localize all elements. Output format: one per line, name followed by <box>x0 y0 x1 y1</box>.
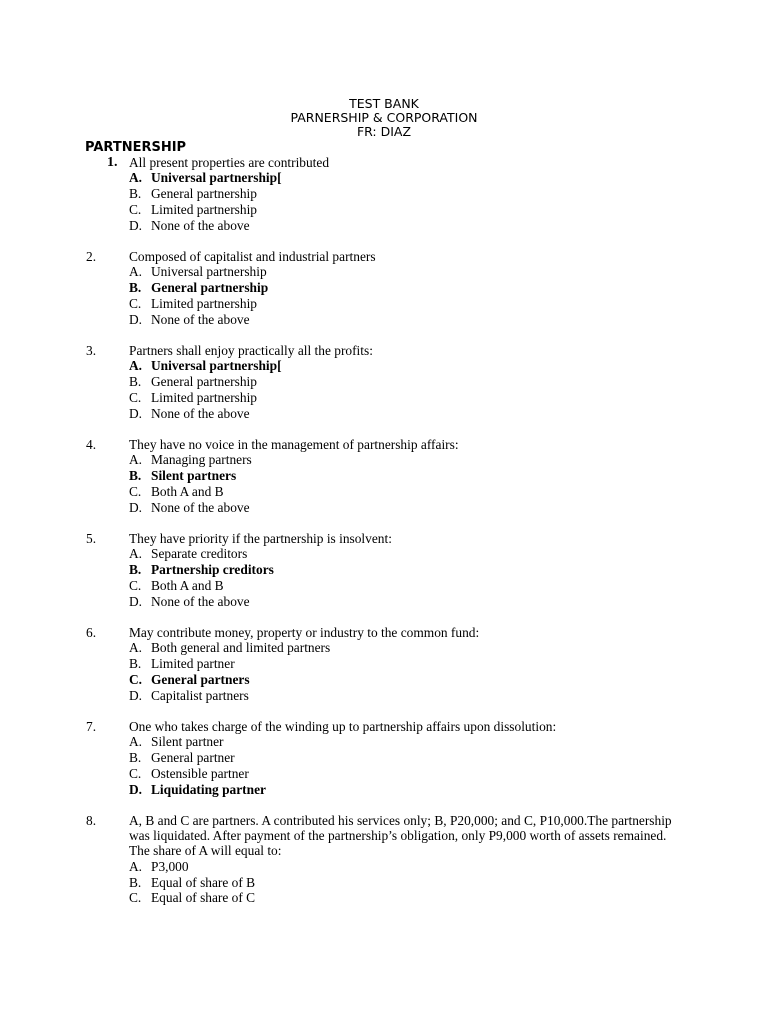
option-text: Managing partners <box>151 452 252 468</box>
option-letter: C. <box>129 483 142 499</box>
answer-option <box>129 390 768 406</box>
option-text: Universal partnership <box>151 264 267 280</box>
answer-option <box>129 890 768 906</box>
question-text: Partners shall enjoy practically all the profits: <box>129 342 373 358</box>
option-letter: B. <box>129 468 142 484</box>
option-letter: B. <box>129 280 142 296</box>
answer-option-correct <box>129 782 768 798</box>
answer-option-correct <box>129 672 768 688</box>
answer-option <box>129 546 768 562</box>
answer-option <box>129 640 768 656</box>
option-letter: D. <box>129 687 143 703</box>
answer-option <box>129 264 768 280</box>
option-text: Limited partnership <box>151 295 257 311</box>
option-text: Equal of share of C <box>151 890 256 906</box>
option-text: None of the above <box>151 499 250 515</box>
question-item <box>0 719 768 797</box>
option-letter: B. <box>129 562 142 578</box>
option-letter: B. <box>129 750 142 765</box>
answer-option <box>129 656 768 672</box>
answer-option <box>129 859 768 875</box>
answer-option-correct <box>129 358 768 374</box>
document-header <box>0 97 768 139</box>
answer-option <box>129 484 768 500</box>
option-letter: D. <box>129 593 143 609</box>
option-text: General partnership <box>151 186 257 202</box>
option-text: Equal of share of B <box>151 874 256 890</box>
answer-option <box>129 750 768 766</box>
option-text: None of the above <box>151 217 250 233</box>
option-text: Partnership creditors <box>151 562 274 578</box>
question-number: 3. <box>86 342 97 358</box>
option-text: Both A and B <box>151 483 224 499</box>
answer-option <box>129 218 768 234</box>
option-letter: B. <box>129 374 142 390</box>
question-number: 1. <box>107 155 118 170</box>
header-subject: PARNERSHIP & CORPORATION <box>290 110 478 125</box>
question-number: 4. <box>86 436 97 452</box>
section-title: PARTNERSHIP <box>85 140 187 155</box>
option-text: None of the above <box>151 311 250 327</box>
option-text: Universal partnership[ <box>151 170 282 186</box>
option-letter: B. <box>129 186 142 202</box>
answer-option <box>129 688 768 704</box>
question-number: 5. <box>86 530 97 546</box>
question-text: They have no voice in the management of partnership affairs: <box>129 436 459 452</box>
answer-option-correct <box>129 170 768 186</box>
answer-option <box>129 766 768 782</box>
option-text: Liquidating partner <box>151 781 266 797</box>
option-letter: A. <box>129 546 143 562</box>
answer-option <box>129 406 768 422</box>
answer-option <box>129 594 768 610</box>
answer-option <box>129 374 768 390</box>
option-text: Universal partnership[ <box>151 358 282 374</box>
option-letter: B. <box>129 656 142 672</box>
option-text: Limited partnership <box>151 389 257 405</box>
header-author: FR: DIAZ <box>356 124 412 139</box>
option-letter: A. <box>129 170 143 186</box>
answer-option-correct <box>129 468 768 484</box>
option-text: Silent partner <box>151 734 224 750</box>
answer-option <box>129 296 768 312</box>
option-text: Limited partner <box>151 656 235 672</box>
question-text: A, B and C are partners. A contributed his services only; B, P20,000; and C, P10,000.The partnership was liquidated. After payment of the partnership’s obligation, only P9,000 worth of assets remained. The share of A will equal to: <box>129 812 672 859</box>
answer-option <box>129 578 768 594</box>
question-number: 2. <box>86 248 97 264</box>
answer-option <box>129 734 768 750</box>
option-text: Capitalist partners <box>151 687 249 703</box>
option-text: Silent partners <box>151 468 237 484</box>
answer-option <box>129 202 768 218</box>
option-text: None of the above <box>151 405 250 421</box>
answer-option <box>129 452 768 468</box>
question-number: 6. <box>86 624 97 640</box>
question-text: They have priority if the partnership is insolvent: <box>129 530 392 546</box>
answer-option-correct <box>129 280 768 296</box>
answer-option <box>129 875 768 891</box>
option-letter: A. <box>129 452 143 468</box>
option-text: Both general and limited partners <box>151 640 331 656</box>
option-text: General partners <box>151 671 250 687</box>
question-item <box>0 343 768 421</box>
question-item <box>0 531 768 609</box>
answer-option <box>129 312 768 328</box>
option-text: Separate creditors <box>151 546 248 562</box>
option-letter: C. <box>129 765 142 781</box>
option-letter: C. <box>129 577 142 593</box>
option-text: Both A and B <box>151 577 224 593</box>
option-letter: C. <box>129 389 142 405</box>
option-text: General partnership <box>151 280 269 296</box>
question-item <box>0 155 768 233</box>
option-letter: A. <box>129 358 143 374</box>
option-letter: A. <box>129 734 143 750</box>
option-letter: C. <box>129 295 142 311</box>
option-letter: D. <box>129 499 143 515</box>
question-number: 7. <box>86 718 97 734</box>
question-text: Composed of capitalist and industrial partners <box>129 248 376 264</box>
option-letter: C. <box>129 671 143 687</box>
question-list <box>0 155 768 922</box>
option-text: General partnership <box>151 374 257 390</box>
option-letter: D. <box>129 781 143 797</box>
option-letter: D. <box>129 217 143 233</box>
question-item <box>0 249 768 327</box>
option-text: Ostensible partner <box>151 765 249 781</box>
question-text: May contribute money, property or industry to the common fund: <box>129 624 480 640</box>
question-item <box>0 437 768 515</box>
question-text: All present properties are contributed <box>129 155 330 170</box>
option-letter: B. <box>129 874 142 890</box>
option-letter: A. <box>129 264 143 280</box>
option-text: P3,000 <box>151 858 189 874</box>
option-text: None of the above <box>151 593 250 609</box>
answer-option <box>129 500 768 516</box>
answer-option-correct <box>129 562 768 578</box>
option-letter: A. <box>129 858 143 874</box>
question-text: One who takes charge of the winding up to partnership affairs upon dissolution: <box>129 718 557 734</box>
question-item <box>0 813 768 906</box>
option-text: General partner <box>151 750 235 765</box>
option-letter: A. <box>129 640 143 656</box>
option-letter: C. <box>129 201 142 217</box>
option-text: Limited partnership <box>151 201 257 217</box>
answer-option <box>129 186 768 202</box>
option-letter: C. <box>129 890 142 906</box>
option-letter: D. <box>129 311 143 327</box>
header-title: TEST BANK <box>349 96 419 111</box>
option-letter: D. <box>129 405 143 421</box>
question-number: 8. <box>86 812 97 828</box>
question-item <box>0 625 768 703</box>
